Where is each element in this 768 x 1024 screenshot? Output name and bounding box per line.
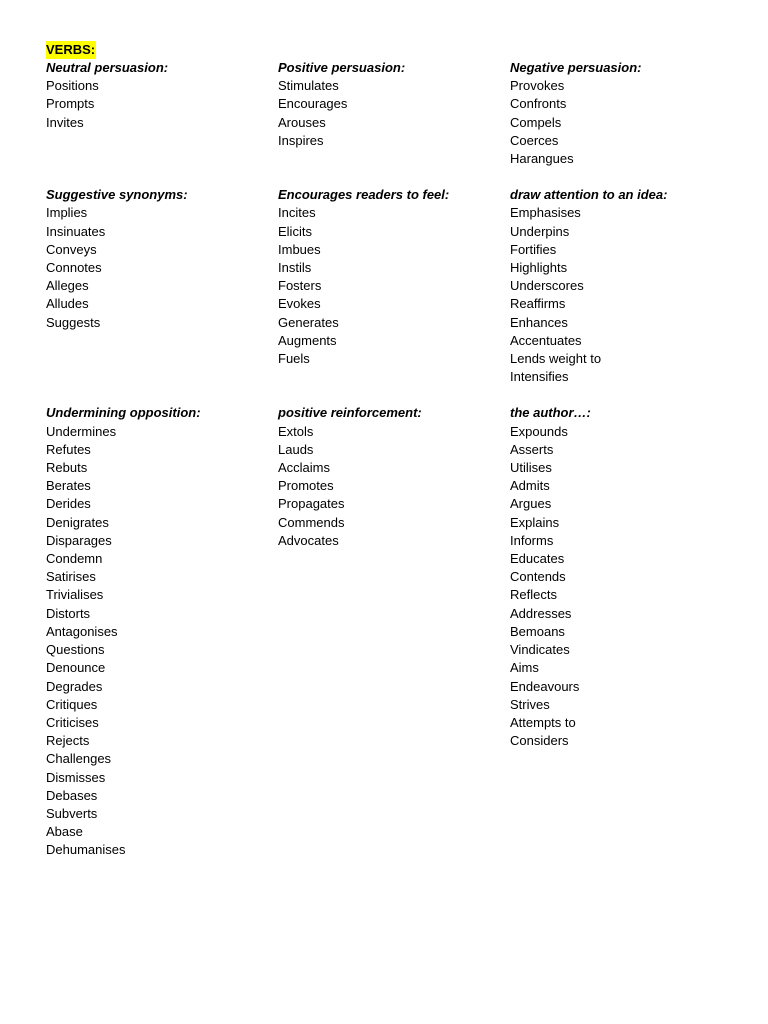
verb-item: Underpins [510,223,570,239]
verb-item: Incites [278,205,316,221]
category-column [510,186,742,386]
section-row [46,186,736,386]
verb-item: Abase [46,824,83,840]
verb-item: Disparages [46,532,112,548]
verb-item: Compels [510,114,562,130]
verb-item: Endeavours [510,678,580,694]
verb-item: Harangues [510,151,574,167]
verb-list [278,77,510,150]
verb-list [46,77,278,132]
verb-item: Lauds [278,441,314,457]
category-column [46,404,278,859]
verb-item: Derides [46,496,91,512]
verb-item: Underscores [510,278,584,294]
verb-item: Elicits [278,223,312,239]
verb-list [46,423,278,860]
verb-item: Informs [510,532,554,548]
verb-item: Advocates [278,532,339,548]
verb-item: Inspires [278,132,324,148]
category-column [278,404,510,859]
verb-item: Explains [510,514,560,530]
verb-list [278,204,510,368]
verb-item: Fuels [278,351,310,367]
verb-item: Considers [510,733,569,749]
verb-item: Connotes [46,260,102,276]
verb-item: Debases [46,787,98,803]
verb-item: Distorts [46,605,91,621]
verb-item: Evokes [278,296,321,312]
verb-item: Alludes [46,296,89,312]
verb-list [278,423,510,550]
verb-item: Satirises [46,569,96,585]
category-heading: draw attention to an idea: [510,187,668,203]
verb-item: Propagates [278,496,345,512]
verb-item: Encourages [278,96,348,112]
category-column [510,59,742,168]
verb-item: Dehumanises [46,842,126,858]
verb-item: Conveys [46,241,97,257]
verb-item: Bemoans [510,623,565,639]
verb-item: Fosters [278,278,322,294]
verb-item: Rebuts [46,460,88,476]
category-heading: the author…: [510,405,591,421]
verb-item: Acclaims [278,460,331,476]
category-heading: Negative persuasion: [510,60,642,75]
section-row [46,59,736,168]
document-page [46,41,736,860]
verb-item: Attempts to [510,714,576,730]
verb-item: Dismisses [46,769,106,785]
category-heading: Undermining opposition: [46,405,201,421]
verb-item: Stimulates [278,78,339,94]
verb-item: Lends weight to [510,351,602,367]
verb-item: Strives [510,696,550,712]
verb-item: Positions [46,78,99,94]
verb-list [510,204,742,386]
verb-item: Invites [46,114,84,130]
section-row [46,404,736,859]
verb-item: Enhances [510,314,568,330]
verb-item: Insinuates [46,223,106,239]
verb-item: Vindicates [510,642,570,658]
verb-item: Argues [510,496,552,512]
verb-item: Challenges [46,751,112,767]
verb-item: Intensifies [510,369,569,385]
verb-item: Undermines [46,423,117,439]
verb-item: Imbues [278,241,321,257]
document-title: VERBS: [46,42,96,57]
verb-item: Highlights [510,260,568,276]
category-heading: Encourages readers to feel: [278,187,450,203]
verb-item: Rejects [46,733,90,749]
verb-item: Suggests [46,314,101,330]
verb-item: Accentuates [510,332,582,348]
verb-item: Reflects [510,587,557,603]
verb-item: Confronts [510,96,567,112]
category-heading: positive reinforcement: [278,405,422,421]
category-heading: Positive persuasion: [278,60,406,75]
verb-item: Criticises [46,714,99,730]
verb-item: Generates [278,314,339,330]
verb-item: Antagonises [46,623,118,639]
category-column [278,59,510,168]
verb-item: Berates [46,478,91,494]
verb-item: Utilises [510,460,552,476]
verb-item: Admits [510,478,550,494]
verb-item: Trivialises [46,587,104,603]
verb-list [46,204,278,331]
verb-item: Expounds [510,423,568,439]
verb-item: Implies [46,205,88,221]
verb-item: Provokes [510,78,565,94]
verb-item: Subverts [46,805,98,821]
verb-item: Promotes [278,478,334,494]
category-column [278,186,510,386]
verb-item: Coerces [510,132,559,148]
verb-item: Arouses [278,114,326,130]
verb-item: Refutes [46,441,91,457]
category-column [46,59,278,168]
verb-item: Prompts [46,96,95,112]
verb-item: Critiques [46,696,98,712]
verb-item: Commends [278,514,345,530]
verb-item: Alleges [46,278,89,294]
verb-list [510,423,742,751]
category-heading: Neutral persuasion: [46,60,169,75]
verb-item: Condemn [46,551,103,567]
verb-item: Emphasises [510,205,581,221]
category-column [46,186,278,386]
verb-item: Asserts [510,441,554,457]
verb-item: Denigrates [46,514,109,530]
verb-item: Questions [46,642,105,658]
verb-item: Addresses [510,605,572,621]
verb-list [510,77,742,168]
verb-item: Denounce [46,660,106,676]
verb-item: Educates [510,551,565,567]
category-heading: Suggestive synonyms: [46,187,188,203]
category-column [510,404,742,859]
verb-item: Aims [510,660,539,676]
verb-item: Extols [278,423,314,439]
verb-item: Instils [278,260,312,276]
verb-item: Reaffirms [510,296,566,312]
verb-item: Degrades [46,678,103,694]
verb-item: Contends [510,569,566,585]
verb-item: Augments [278,332,337,348]
verb-item: Fortifies [510,241,557,257]
